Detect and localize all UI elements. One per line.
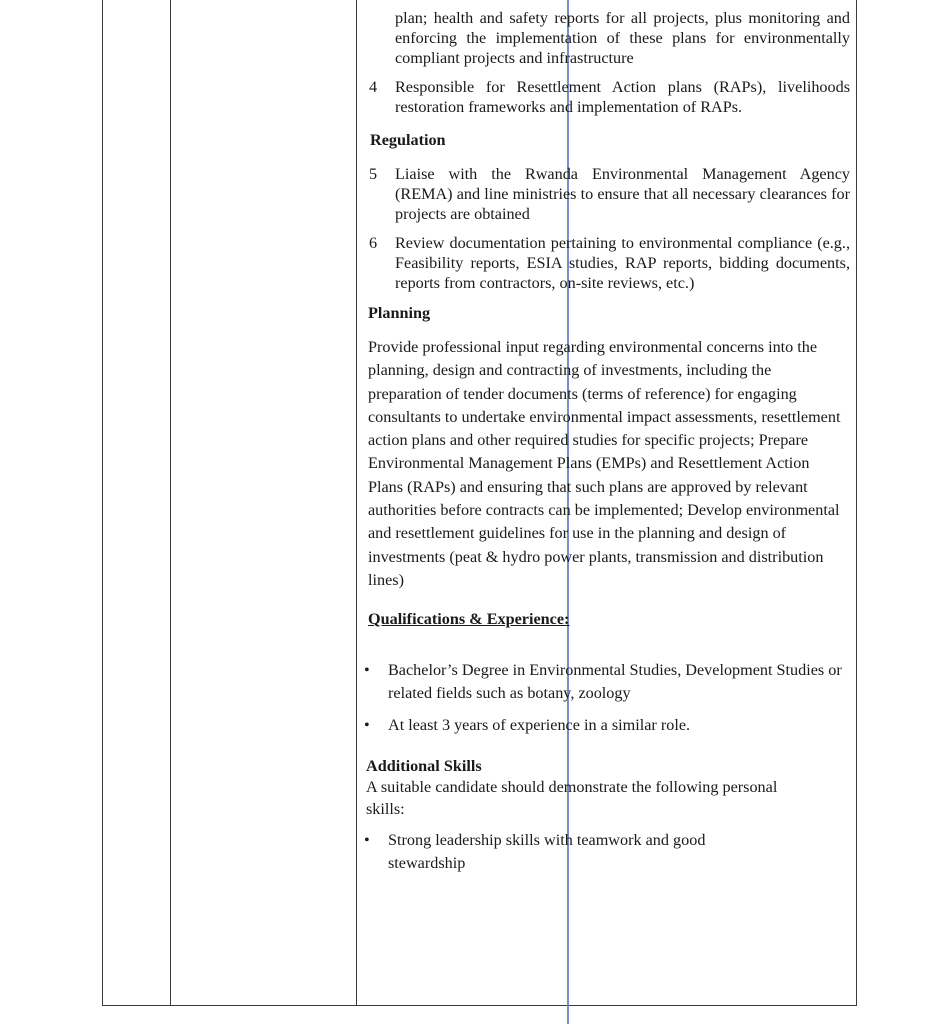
list-item	[364, 77, 850, 117]
bullet-icon: •	[364, 661, 370, 680]
qualifications-heading: Qualifications & Experience:	[368, 610, 570, 629]
item-text: Strong leadership skills with teamwork and good stewardship	[388, 831, 706, 873]
item-text: plan; health and safety reports for all projects, plus monitoring and enforcing the implementation of these plans for environmentally compliant projects and infrastructure	[395, 9, 850, 67]
table-border-col2	[356, 0, 357, 1005]
additional-skills-intro: A suitable candidate should demonstrate the following personal skills:	[366, 778, 778, 819]
list-item	[364, 164, 850, 224]
list-item	[364, 8, 850, 68]
responsibilities-cell	[364, 8, 850, 875]
table-border-col1	[170, 0, 171, 1005]
additional-skills-heading: Additional Skills	[366, 757, 482, 776]
planning-heading: Planning	[368, 304, 431, 322]
bullet-icon: •	[364, 716, 370, 735]
table-border-bottom	[102, 1005, 857, 1006]
list-item	[364, 714, 850, 737]
item-number: 6	[369, 234, 378, 252]
item-text: Liaise with the Rwanda Environmental Management Agency (REMA) and line ministries to ensure that all necessary clearances for projects are obtained	[395, 165, 850, 223]
item-number: 5	[369, 165, 378, 183]
skills-list	[364, 829, 850, 875]
qualifications-list	[364, 659, 850, 737]
item-text: Responsible for Resettlement Action plans (RAPs), livelihoods restoration frameworks and implementation of RAPs.	[395, 78, 850, 116]
regulation-heading: Regulation	[370, 131, 446, 149]
item-text: At least 3 years of experience in a similar role.	[388, 716, 691, 735]
list-item	[364, 659, 850, 705]
table-border-left	[102, 0, 103, 1005]
planning-paragraph: Provide professional input regarding environmental concerns into the planning, design and contracting of investments, including the preparation of tender documents (terms of reference) for engaging consultants to undertake environmental impact assessments, resettlement action plans and other required studies for specific projects; Prepare Environmental Management Plans (EMPs) and Resettlement Action Plans (RAPs) and ensuring that such plans are approved by relevant authorities before contracts can be implemented; Develop environmental and resettlement guidelines for use in the planning and design of investments (peat & hydro power plants, transmission and distribution lines)	[368, 338, 841, 589]
item-text: Bachelor’s Degree in Environmental Studies, Development Studies or related fields such as botany, zoology	[388, 661, 842, 703]
list-item	[364, 233, 850, 293]
item-number	[364, 8, 395, 68]
item-number: 4	[369, 78, 378, 96]
item-text: Review documentation pertaining to environmental compliance (e.g., Feasibility reports, ESIA studies, RAP reports, bidding documents, reports from contractors, on-site reviews, etc.)	[395, 234, 850, 292]
table-border-right	[856, 0, 857, 1005]
bullet-icon: •	[364, 831, 370, 850]
list-item	[364, 829, 784, 875]
